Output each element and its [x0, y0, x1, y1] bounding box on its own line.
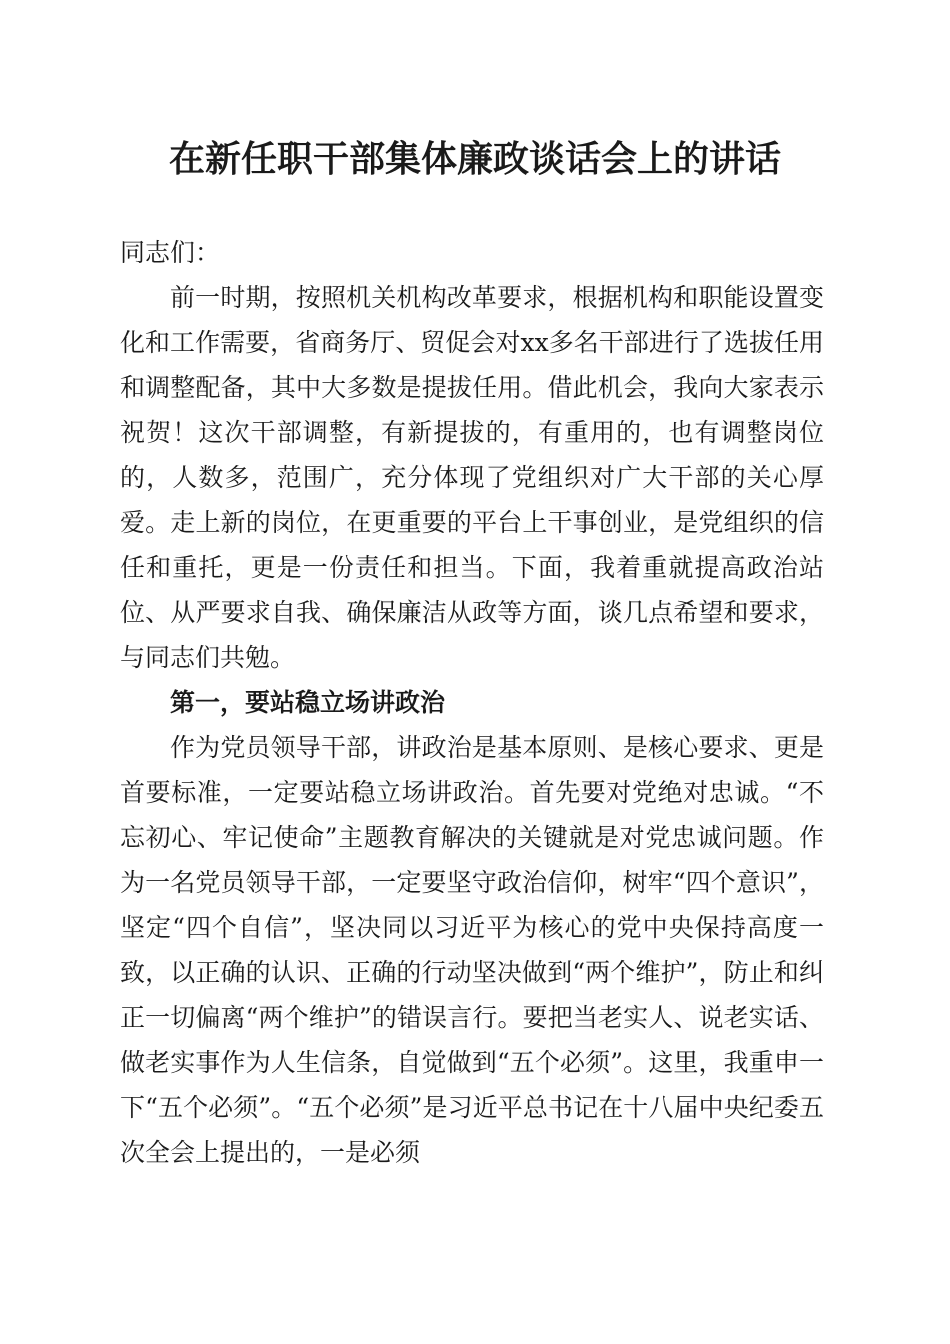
paragraph-intro: 前一时期，按照机关机构改革要求，根据机构和职能设置变化和工作需要，省商务厅、贸促会对xx多名干部进行了选拔任用和调整配备，其中大多数是提拔任用。借此机会，我向大家表示祝贺！这次干部调整，有新提拔的，有重用的，也有调整岗位的，人数多，范围广，充分体现了党组织对广大干部的关心厚爱。走上新的岗位，在更重要的平台上干事创业，是党组织的信任和重托，更是一份责任和担当。下面，我着重就提高政治站位、从严要求自我、确保廉洁从政等方面，谈几点希望和要求，与同志们共勉。 — [120, 283, 824, 672]
section-heading-1: 第一，要站稳立场讲政治 — [170, 688, 446, 717]
paragraph-politics: 作为党员领导干部，讲政治是基本原则、是核心要求、更是首要标准，一定要站稳立场讲政治。首先要对党绝对忠诚。“不忘初心、牢记使命”主题教育解决的关键就是对党忠诚问题。作为一名党员领导干部，一定要坚守政治信仰，树牢“四个意识”，坚定“四个自信”，坚决同以习近平为核心的党中央保持高度一致，以正确的认识、正确的行动坚决做到“两个维护”，防止和纠正一切偏离“两个维护”的错误言行。要把当老实人、说老实话、做老实事作为人生信条，自觉做到“五个必须”。这里，我重申一下“五个必须”。“五个必须”是习近平总书记在十八届中央纪委五次全会上提出的，一是必须 — [120, 733, 824, 1167]
document-body — [120, 230, 824, 1175]
document-title: 在新任职干部集体廉政谈话会上的讲话 — [168, 138, 781, 180]
salutation: 同志们： — [120, 238, 221, 267]
